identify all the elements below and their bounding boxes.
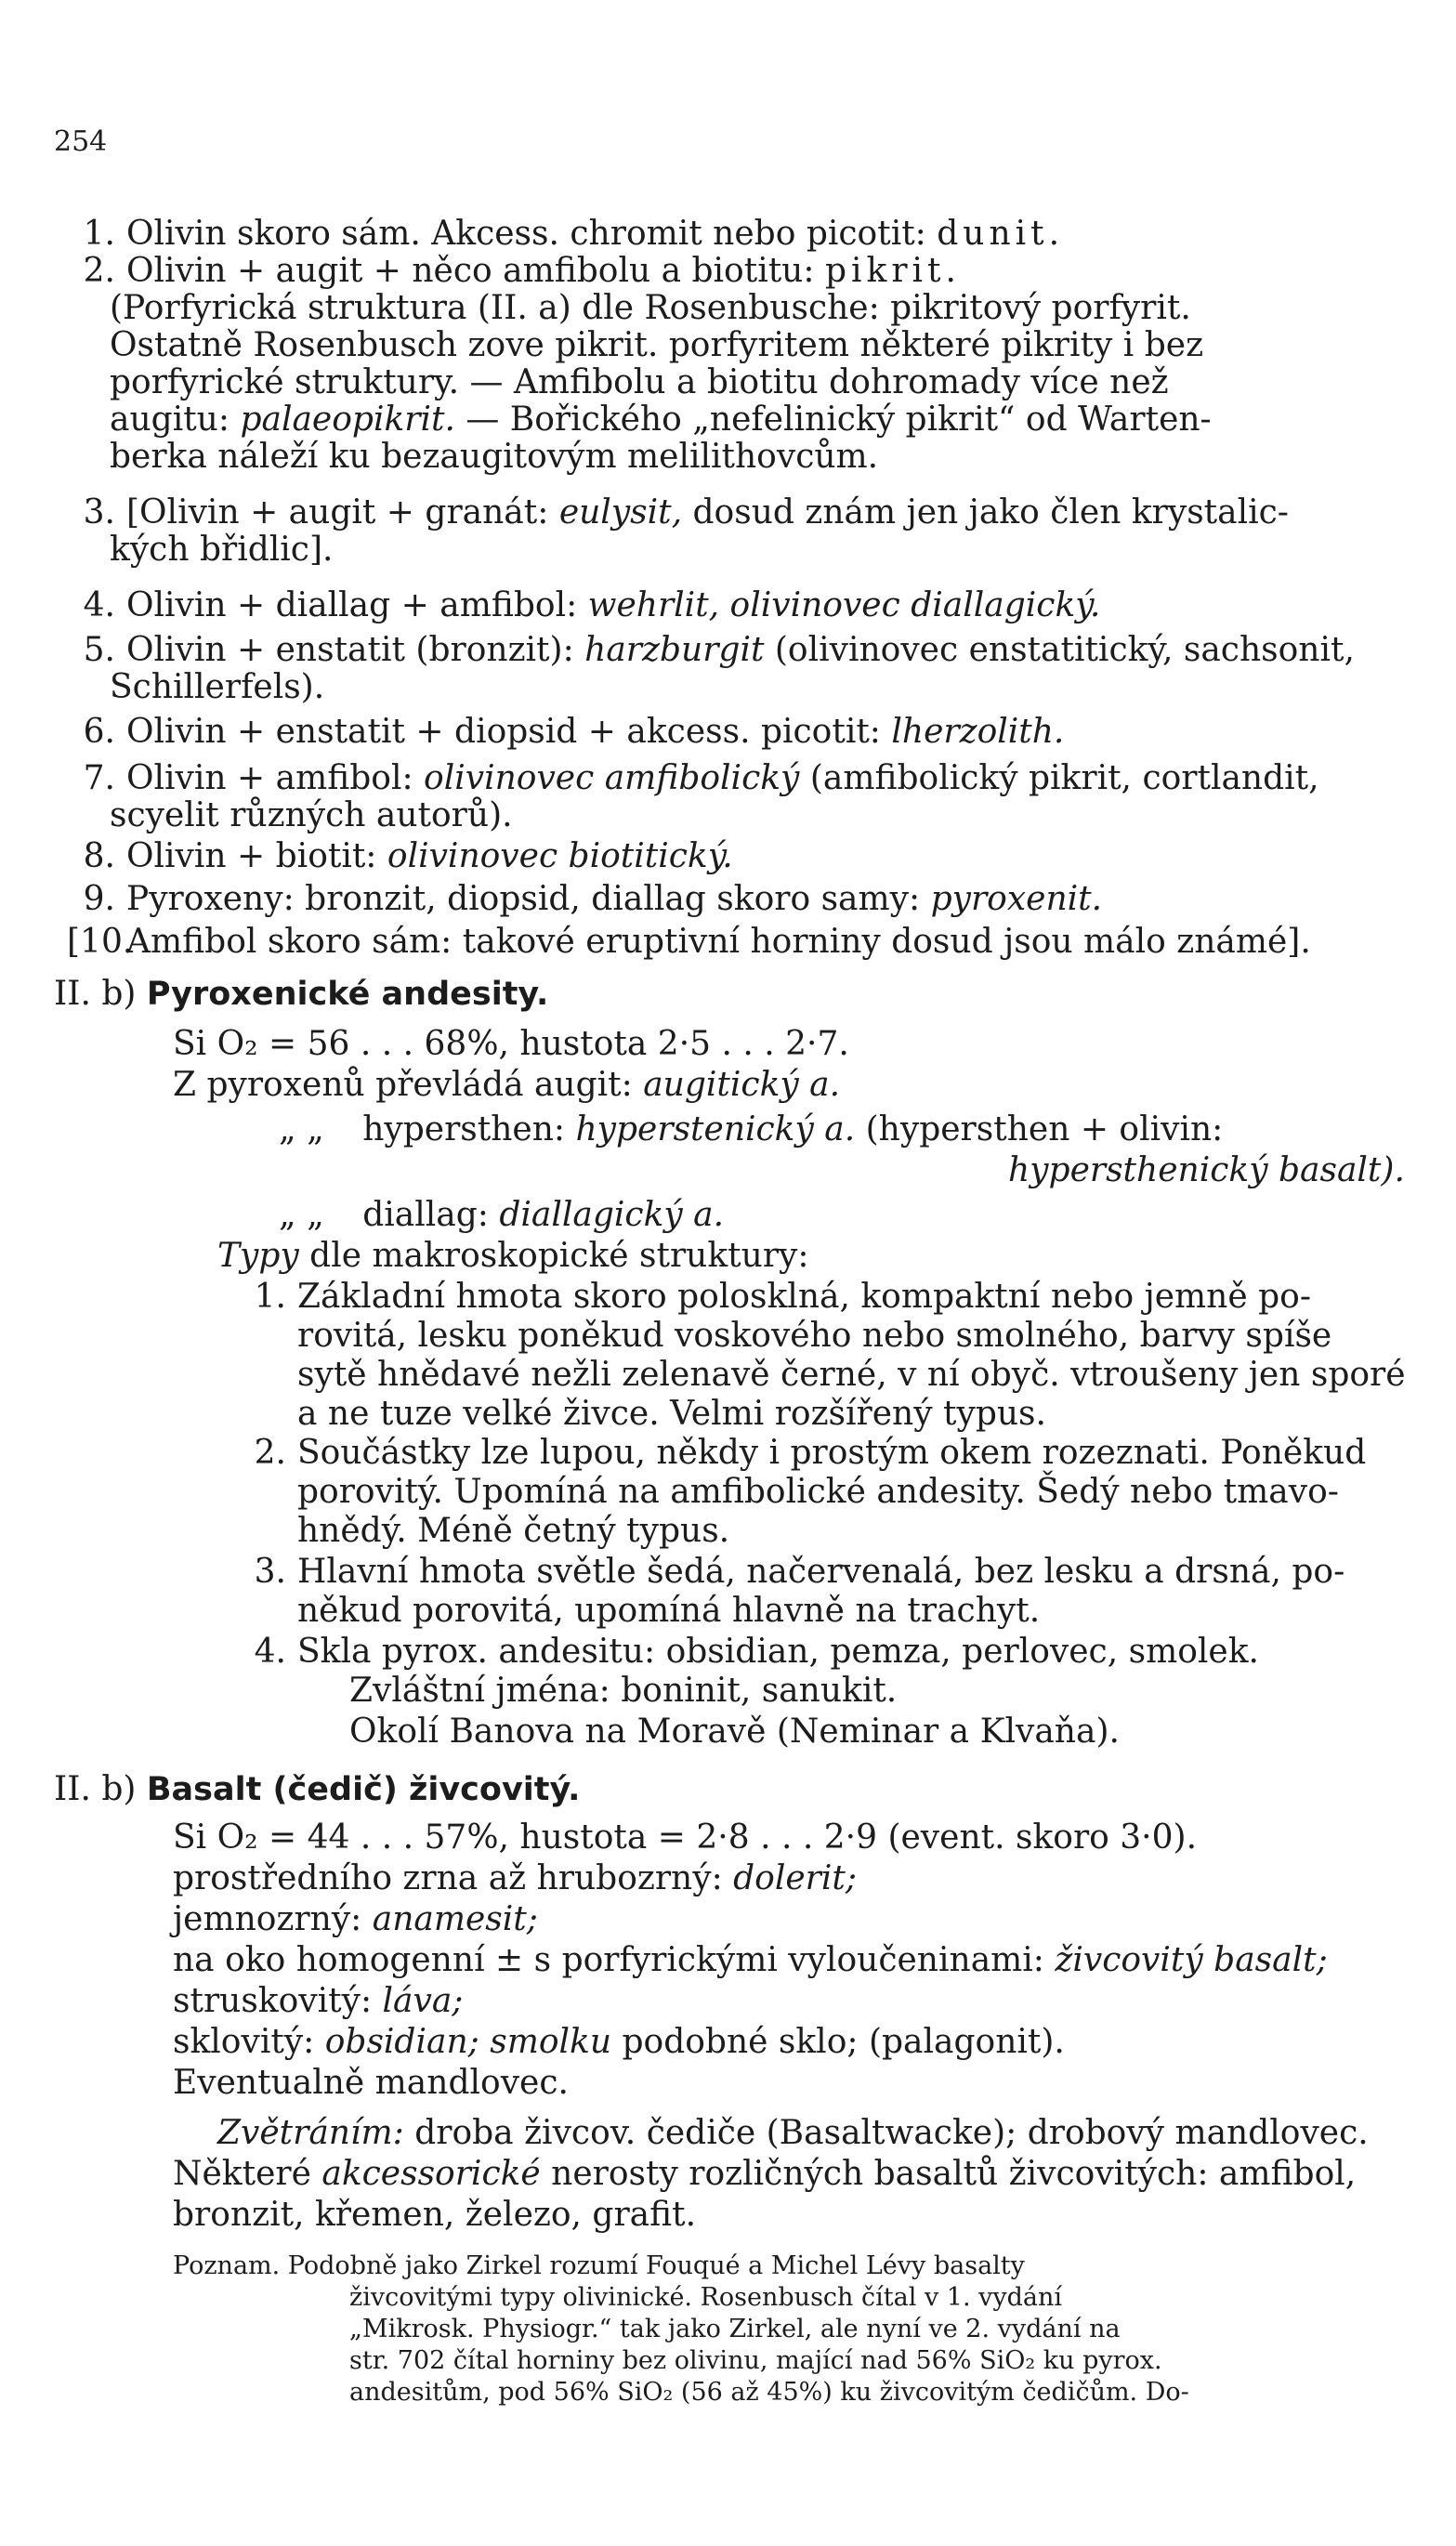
list-item-8: 8. Olivin + biotit: olivinovec biotitický. <box>83 837 733 875</box>
section-heading-basalt: II. b) Basalt (čedič) živcovitý. <box>54 1770 581 1808</box>
list-item-7-cont: scyelit různých autorů). <box>110 796 513 834</box>
list-item-2-cont: berka náleží ku bezaugitovým melilithovcům. <box>110 438 879 476</box>
list-item-2: 2. Olivin + augit + něco amfibolu a biotitu: pikrit. <box>83 252 961 290</box>
list-item-2-cont: porfyrické struktury. — Amfibolu a biotitu dohromady více než <box>110 363 1169 401</box>
basalt-line: Některé akcessorické nerosty rozličných basaltů živcovitých: amfibol, <box>173 2155 1357 2193</box>
list-item-2-cont: Ostatně Rosenbusch zove pikrit. porfyritem některé pikrity i bez <box>110 326 1204 364</box>
list-item-5: 5. Olivin + enstatit (bronzit): harzburgit (olivinovec enstatitický, sachsonit, <box>83 631 1355 669</box>
type-item-cont: rovitá, lesku poněkud voskového nebo smolného, barvy spíše <box>297 1317 1332 1355</box>
basalt-line: Zvětráním: droba živcov. čediče (Basaltwacke); drobový mandlovec. <box>217 2114 1369 2152</box>
list-item-9: 9. Pyroxeny: bronzit, diopsid, diallag skoro samy: pyroxenit. <box>83 880 1103 918</box>
basalt-sio2: Si O₂ = 44 . . . 57%, hustota = 2·8 . . . 2·9 (event. skoro 3·0). <box>173 1818 1198 1857</box>
type-item-cont: Zvláštní jména: boninit, sanukit. <box>349 1672 898 1710</box>
basalt-line: bronzit, křemen, železo, grafit. <box>173 2196 697 2234</box>
basalt-line: Eventualně mandlovec. <box>173 2064 569 2102</box>
types-heading: Typy dle makroskopické struktury: <box>217 1237 809 1275</box>
type-item-cont: porovitý. Upomíná na amfibolické andesity. Šedý nebo tmavo- <box>297 1473 1339 1511</box>
footnote-line: andesitům, pod 56% SiO₂ (56 až 45%) ku živcovitým čedičům. Do- <box>349 2378 1189 2407</box>
basalt-line: jemnozrný: anamesit; <box>173 1900 538 1938</box>
list-item-1: 1. Olivin skoro sám. Akcess. chromit nebo picotit: dunit. <box>83 215 1065 253</box>
type-item-cont: někud porovitá, upomíná hlavně na trachyt. <box>297 1592 1041 1630</box>
type-item-cont: a ne tuze velké živce. Velmi rozšířený typus. <box>297 1395 1046 1433</box>
pyroxene-sio2: Si O₂ = 56 . . . 68%, hustota 2·5 . . . 2·7. <box>173 1025 849 1063</box>
type-item-cont: hnědý. Méně četný typus. <box>297 1512 730 1550</box>
section-heading-pyroxene: II. b) Pyroxenické andesity. <box>54 975 549 1013</box>
basalt-line: na oko homogenní ± s porfyrickými vyloučeninami: živcovitý basalt; <box>173 1941 1328 1979</box>
type-item: 2. Součástky lze lupou, někdy i prostým okem rozeznati. Poněkud <box>254 1434 1367 1472</box>
type-item-cont: Okolí Banova na Moravě (Neminar a Klvaňa). <box>349 1713 1120 1751</box>
list-item-7: 7. Olivin + amfibol: olivinovec amfibolický (amfibolický pikrit, cortlandit, <box>83 759 1319 797</box>
page-number: 254 <box>54 125 108 158</box>
list-item-10: [10.Amfibol skoro sám: takové eruptivní horniny dosud jsou málo známé]. <box>67 923 1311 961</box>
list-item-6: 6. Olivin + enstatit + diopsid + akcess. picotit: lherzolith. <box>83 713 1065 751</box>
list-item-4: 4. Olivin + diallag + amfibol: wehrlit, olivinovec diallagický. <box>83 586 1101 624</box>
pyroxene-hypersthene-line: „ „ hypersthen: hyperstenický a. (hypersthen + olivin: <box>279 1110 1224 1148</box>
footnote-line: str. 702 čítal horniny bez olivinu, mající nad 56% SiO₂ ku pyrox. <box>349 2346 1162 2375</box>
list-item-2-cont: augitu: palaeopikrit. — Bořického „nefelinický pikrit“ od Warten- <box>110 400 1212 439</box>
list-item-3: 3. [Olivin + augit + granát: eulysit, dosud znám jen jako člen krystalic- <box>83 493 1289 532</box>
list-item-5-cont: Schillerfels). <box>110 668 325 706</box>
basalt-line: sklovitý: obsidian; smolku podobné sklo; (palagonit). <box>173 2023 1065 2061</box>
type-item: 4. Skla pyrox. andesitu: obsidian, pemza, perlovec, smolek. <box>254 1633 1259 1671</box>
type-item-cont: sytě hnědavé nežli zelenavě černé, v ní obyč. vtroušeny jen sporé <box>297 1356 1406 1394</box>
footnote-line: Poznam. Podobně jako Zirkel rozumí Fouqué a Michel Lévy basalty <box>173 2251 1025 2280</box>
footnote-line: živcovitými typy olivinické. Rosenbusch čítal v 1. vydání <box>349 2283 1063 2312</box>
list-item-2-cont: (Porfyrická struktura (II. a) dle Rosenbusche: pikritový porfyrit. <box>110 289 1191 327</box>
type-item: 1. Základní hmota skoro polosklná, kompaktní nebo jemně po- <box>254 1278 1311 1316</box>
footnote-line: „Mikrosk. Physiogr.“ tak jako Zirkel, ale nyní ve 2. vydání na <box>349 2315 1121 2343</box>
pyroxene-diallag-line: „ „ diallag: diallagický a. <box>279 1196 725 1234</box>
hypersthenic-basalt: hypersthenický basalt). <box>1008 1151 1405 1189</box>
basalt-line: prostředního zrna až hrubozrný: dolerit; <box>173 1859 857 1897</box>
type-item: 3. Hlavní hmota světle šedá, načervenalá, bez lesku a drsná, po- <box>254 1553 1345 1591</box>
list-item-3-cont: kých břidlic]. <box>110 531 334 569</box>
basalt-line: struskovitý: láva; <box>173 1982 464 2020</box>
pyroxene-augite-line: Z pyroxenů převládá augit: augitický a. <box>173 1066 841 1104</box>
